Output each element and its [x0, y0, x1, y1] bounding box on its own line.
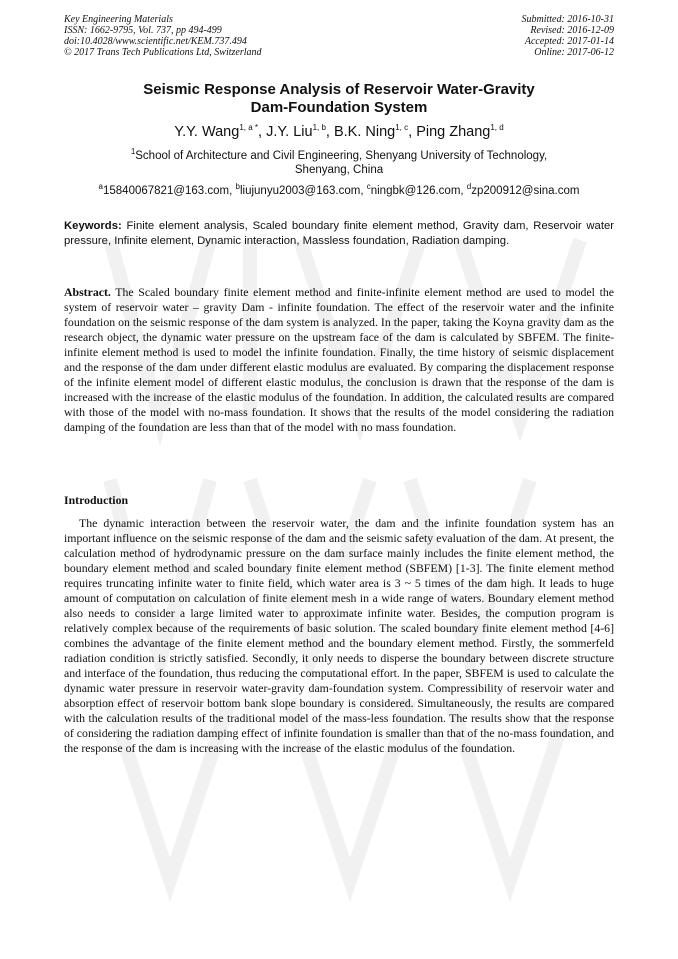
accepted-date: Accepted: 2017-01-14 [524, 36, 614, 47]
email-mark: b [235, 182, 240, 192]
keywords-label: Keywords: [64, 220, 122, 232]
email-mark: a [98, 182, 103, 192]
author-affil-mark: 1, d [490, 123, 504, 133]
author-name: B.K. Ning [333, 124, 396, 140]
author-list: Y.Y. Wang$^{1, a *}$, J.Y. Liu$^{1, b}$, B.K. Ning$^{1, c}$, Ping Zhang$^{1, d}$ [174, 123, 504, 140]
publication-info [64, 14, 262, 58]
email-list: $^a$15840067821@163.com, $^b$liujunyu2003@163.com, $^c$ningbk@126.com, $^d$zp200912@sina.com [98, 182, 580, 197]
journal-name: Key Engineering Materials [64, 14, 173, 25]
author-name: J.Y. Liu [266, 124, 313, 140]
author-name: Y.Y. Wang [174, 124, 240, 140]
introduction-heading: Introduction [64, 493, 129, 507]
affiliation-mark: 1 [130, 147, 136, 157]
email-address: ningbk@126.com [370, 185, 461, 197]
abstract-label: Abstract. [64, 285, 111, 299]
submitted-date: Submitted: 2016-10-31 [521, 14, 614, 25]
author-affil-mark: 1, b [312, 123, 326, 133]
revised-date: Revised: 2016-12-09 [530, 25, 614, 36]
keywords-text: Finite element analysis, Scaled boundary finite element method, Gravity dam, Reservoir water pressure, Infinite element, Dynamic interaction, Massless foundation, Radiation damping. [64, 220, 614, 247]
author-affil-mark: 1, a * [239, 123, 258, 133]
author-name: Ping Zhang [416, 124, 491, 140]
issn-line: ISSN: 1662-9795, Vol. 737, pp 494-499 [64, 25, 222, 36]
affiliation-line-2: Shenyang, China [294, 164, 384, 176]
affiliation-line-1: School of Architecture and Civil Engineering, Shenyang University of Technology, [135, 150, 548, 162]
online-date: Online: 2017-06-12 [534, 47, 614, 58]
abstract-paragraph [64, 285, 614, 435]
email-address: 15840067821@163.com [102, 185, 230, 197]
email-address: zp200912@sina.com [471, 185, 580, 197]
paper-title [64, 81, 614, 117]
keywords-paragraph [64, 219, 614, 248]
abstract-text: The Scaled boundary finite element method and finite-infinite element method are used to model the system of reservoir water – gravity Dam - infinite foundation. The effect of the reservoir water and the infinite foundation on the seismic response of the dam system is analyzed. In the paper, taking the Koyna gravity dam as the research object, the dynamic water pressure on the upstream face of the dam is calculated by SBFEM. The finite-infinite element method is used to model the infinite foundation. Finally, the time history of seismic displacement and the response of the dam under different elastic modulus are evaluated. By comparing the displacement response of the infinite element model of different elastic modulus, the conclusion is drawn that the response of the dam is increased with the increase of the elastic modulus of the foundation. In addition, the calculated results are compared with those of the model with no-mass foundation. It shows that the results of the model considering the radiation damping of the foundation are less than that of the model with no mass foundation. [64, 285, 614, 434]
copyright-line: © 2017 Trans Tech Publications Ltd, Switzerland [64, 47, 262, 58]
email-address: liujunyu2003@163.com [239, 185, 361, 197]
affiliation [64, 149, 614, 177]
doi-line: doi:10.4028/www.scientific.net/KEM.737.494 [64, 36, 247, 47]
publication-dates [522, 14, 615, 58]
author-affil-mark: 1, c [395, 123, 409, 133]
title-line-2: Dam-Foundation System [250, 99, 428, 116]
email-mark: c [366, 182, 371, 192]
email-mark: d [466, 182, 472, 192]
introduction-paragraph: The dynamic interaction between the reservoir water, the dam and the infinite foundation system has an important influence on the seismic response of the dam and the seismic safety evaluation of the dam. At present, the calculation method of hydrodynamic pressure on the dam surface mainly includes the finite element method, the boundary element method and scaled boundary finite element method (SBFEM) [1-3]. The finite element method requires truncating infinite water to finite field, which water area is 3 ~ 5 times of the dam high. It leads to huge amount of computation on calculation of finite element mesh in a wide range of waters. Boundary element method also needs to consider a large limited water to approximate infinite water. Besides, the compution program is relatively complex because of the requirements of basic solution. The scaled boundary finite element method [4-6] combines the advantage of the finite element method and the boundary element method. Firstly, the sommerfeld radiation condition is strictly satisfied. Secondly, it only needs to disperse the boundary between discrete structure and interface of the foundation, thus reducing the computational effort. In the paper, SBFEM is used to calculate the dynamic water pressure in reservoir water-gravity dam-foundation system. Compressibility of reservoir water and absorption effect of reservoir bottom bank slope boundary is considered. Simultaneously, the results are compared with the calculation results of the traditional model of the mass-less foundation. The results show that the response of considering the radiation damping effect of infinite foundation is smaller than that of the no-mass foundation, and the response of the dam is increasing with the increase of the elastic modulus of the foundation. [64, 516, 614, 756]
title-line-1: Seismic Response Analysis of Reservoir Water-Gravity [143, 81, 535, 98]
